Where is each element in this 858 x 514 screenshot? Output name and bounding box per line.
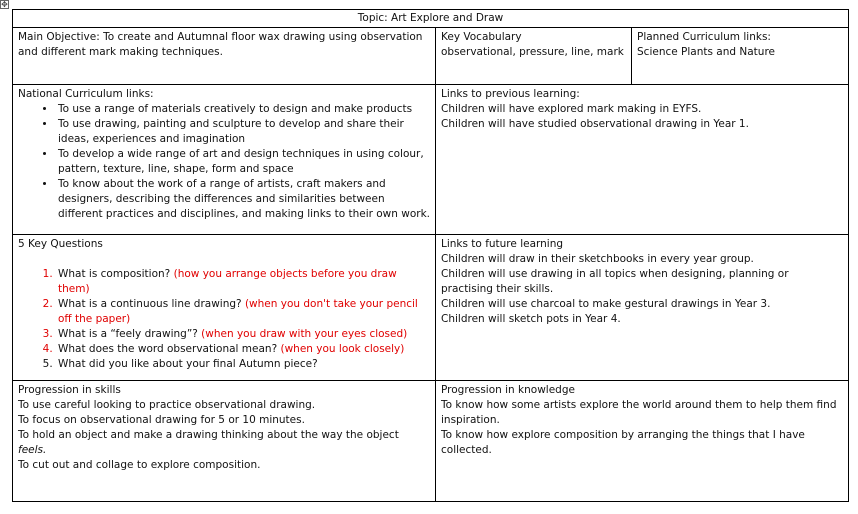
list-item: 3. What is a “feely drawing”? (when you draw with your eyes closed) <box>56 327 430 342</box>
progression-skills-heading: Progression in skills <box>18 384 121 396</box>
list-item: • To develop a wide range of art and design techniques in using colour, pattern, texture, line, shape, form and space <box>56 147 430 177</box>
progression-skills-line: To focus on observational drawing for 5 or 10 minutes. <box>18 414 305 426</box>
future-learning-line: Children will use drawing in all topics when designing, planning or practising their skills. <box>441 268 789 295</box>
national-curriculum-list <box>18 102 430 222</box>
list-item: • To use drawing, painting and sculpture to develop and share their ideas, experiences and imagination <box>56 117 430 147</box>
list-item: 2. What is a continuous line drawing? (when you don't take your pencil off the paper) <box>56 297 430 327</box>
progression-skills-line: To hold an object and make a drawing thinking about the way the object feels. <box>18 429 399 456</box>
key-vocabulary-heading: Key Vocabulary <box>441 31 522 43</box>
list-item: • To use a range of materials creatively to design and make products <box>56 102 430 117</box>
progression-knowledge-line: To know how some artists explore the world around them to help them find inspiration. <box>441 399 837 426</box>
lesson-plan-table <box>12 9 849 502</box>
topic-title: Topic: Art Explore and Draw <box>13 10 849 28</box>
answer-text: (when you look closely) <box>280 343 405 355</box>
key-vocabulary-cell <box>436 28 632 85</box>
curriculum-links-heading: Planned Curriculum links: <box>637 31 771 43</box>
curriculum-links-subjects: Science Plants and Nature <box>637 46 776 58</box>
national-curriculum-cell <box>13 85 436 235</box>
previous-learning-heading: Links to previous learning: <box>441 88 580 100</box>
progression-skills-line: To use careful looking to practice observational drawing. <box>18 399 316 411</box>
list-item: 1. What is composition? (how you arrange objects before you draw them) <box>56 267 430 297</box>
list-item: 4. What does the word observational mean? (when you look closely) <box>56 342 430 357</box>
progression-skills-cell <box>13 381 436 502</box>
key-questions-list <box>18 267 430 372</box>
progression-knowledge-heading: Progression in knowledge <box>441 384 575 396</box>
key-questions-cell <box>13 235 436 381</box>
progression-knowledge-cell <box>436 381 849 502</box>
future-learning-heading: Links to future learning <box>441 238 564 250</box>
key-vocabulary-words: observational, pressure, line, mark <box>441 46 624 58</box>
answer-text: (how you arrange objects before you draw them) <box>58 268 397 295</box>
future-learning-line: Children will sketch pots in Year 4. <box>441 313 621 325</box>
previous-learning-cell <box>436 85 849 235</box>
answer-text: (when you don't take your pencil off the paper) <box>58 298 418 325</box>
list-item: • To know about the work of a range of artists, craft makers and designers, describing the differences and similarities between different practices and disciplines, and making links to their own work. <box>56 177 430 222</box>
future-learning-line: Children will draw in their sketchbooks in every year group. <box>441 253 754 265</box>
progression-knowledge-line: To know how explore composition by arranging the things that I have collected. <box>441 429 805 456</box>
future-learning-cell <box>436 235 849 381</box>
curriculum-links-cell <box>632 28 849 85</box>
key-questions-heading: 5 Key Questions <box>18 238 103 250</box>
main-objective: Main Objective: To create and Autumnal floor wax drawing using observation and different mark making techniques. <box>13 28 436 85</box>
future-learning-line: Children will use charcoal to make gestural drawings in Year 3. <box>441 298 771 310</box>
answer-text: (when you draw with your eyes closed) <box>201 328 408 340</box>
previous-learning-line: Children will have explored mark making in EYFS. <box>441 103 702 115</box>
previous-learning-line: Children will have studied observational drawing in Year 1. <box>441 118 749 130</box>
national-curriculum-heading: National Curriculum links: <box>18 88 154 100</box>
table-move-handle-icon[interactable]: ✥ <box>1 0 8 9</box>
progression-skills-line: To cut out and collage to explore composition. <box>18 459 261 471</box>
emphasis-text: feels. <box>18 444 47 456</box>
list-item: 5. What did you like about your final Autumn piece? <box>56 357 430 372</box>
